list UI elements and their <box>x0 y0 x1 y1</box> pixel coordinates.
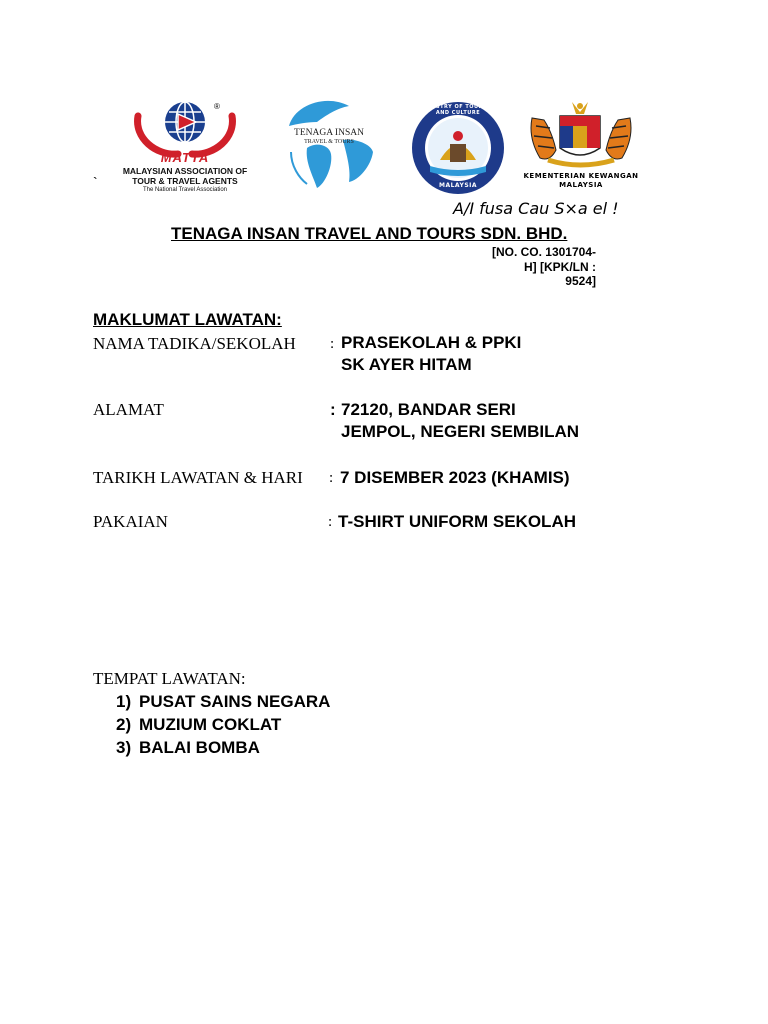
address-colon: : <box>330 400 336 419</box>
tenaga-logo-line1: TENAGA INSAN <box>294 128 364 138</box>
ministry-ring-text: MINISTRY OF TOURISM AND CULTURE <box>421 104 495 116</box>
visit-date-colon: : <box>329 470 334 486</box>
matta-line1: MALAYSIAN ASSOCIATION OF <box>122 166 248 176</box>
list-item-place: BALAI BOMBA <box>139 738 260 757</box>
stray-backtick: ` <box>93 174 98 190</box>
tenaga-insan-logo <box>277 96 377 194</box>
ministry-tourism-seal <box>410 100 506 196</box>
registered-mark: ® <box>214 102 220 111</box>
list-item-number: 2) <box>116 715 132 734</box>
handwritten-signature: A/I fusa Cau S×a el ! <box>453 199 619 218</box>
section-title: MAKLUMAT LAWATAN: <box>93 310 282 329</box>
coat-of-arms-icon <box>522 98 640 170</box>
matta-wordmark: MATTA <box>160 150 210 165</box>
attire-value: T-SHIRT UNIFORM SEKOLAH <box>338 512 576 531</box>
kementerian-line1: KEMENTERIAN KEWANGAN <box>523 172 639 180</box>
matta-line2: TOUR & TRAVEL AGENTS <box>132 176 238 186</box>
ministry-bottom-text: MALAYSIA <box>438 182 478 189</box>
company-name: TENAGA INSAN TRAVEL AND TOURS SDN. BHD. <box>171 224 568 243</box>
attire-label: PAKAIAN <box>93 512 168 531</box>
school-value-line2: SK AYER HITAM <box>341 355 472 374</box>
tenaga-logo-line2: TRAVEL & TOURS <box>304 139 354 145</box>
school-colon: : <box>330 336 335 352</box>
visit-date-value: 7 DISEMBER 2023 (KHAMIS) <box>340 468 570 487</box>
company-reg-line3: 9524] <box>565 274 596 288</box>
list-item-number: 1) <box>116 692 132 711</box>
address-value-line2: JEMPOL, NEGERI SEMBILAN <box>341 422 580 441</box>
kementerian-kewangan-crest <box>522 98 640 194</box>
globe-icon <box>277 96 377 194</box>
matta-logo <box>116 98 254 198</box>
company-reg-line1: [NO. CO. 1301704- <box>491 245 596 259</box>
kementerian-line2: MALAYSIA <box>559 181 603 189</box>
school-label: NAMA TADIKA/SEKOLAH <box>93 334 296 353</box>
list-item-place: PUSAT SAINS NEGARA <box>139 692 331 711</box>
company-reg-line2: H] [KPK/LN : <box>524 260 596 274</box>
list-item-place: MUZIUM COKLAT <box>139 715 282 734</box>
places-title: TEMPAT LAWATAN: <box>93 669 246 688</box>
address-value-line1: 72120, BANDAR SERI <box>341 400 516 419</box>
address-label: ALAMAT <box>93 400 164 419</box>
list-item-number: 3) <box>116 738 132 757</box>
visit-date-label: TARIKH LAWATAN & HARI <box>93 468 303 487</box>
attire-colon: : <box>328 514 333 530</box>
matta-line3: The National Travel Association <box>142 187 228 193</box>
school-value-line1: PRASEKOLAH & PPKI <box>341 333 522 352</box>
